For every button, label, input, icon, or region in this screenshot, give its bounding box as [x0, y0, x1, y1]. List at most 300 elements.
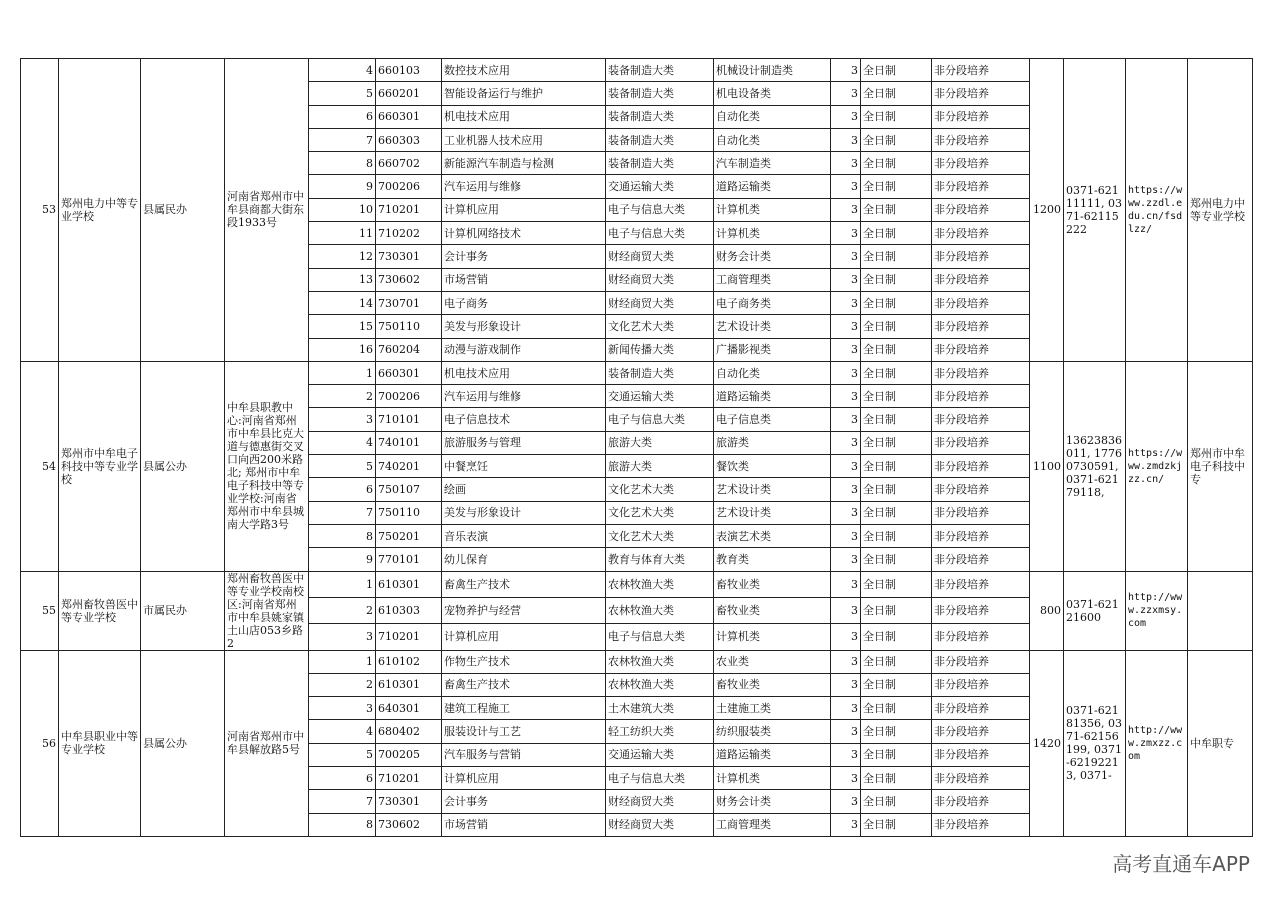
major-name: 计算机应用 [442, 767, 606, 790]
major-seq: 8 [309, 152, 376, 175]
contact-phone: 0371-62111111, 0371-62115222 [1064, 59, 1126, 362]
major-category: 农林牧渔大类 [606, 673, 714, 696]
study-mode: 全日制 [861, 315, 932, 338]
major-code: 740201 [376, 455, 442, 478]
enrollment-plan: 1420 [1030, 650, 1064, 836]
major-years: 3 [831, 291, 861, 314]
major-name: 计算机应用 [442, 624, 606, 650]
major-subcategory: 自动化类 [714, 105, 831, 128]
major-code: 660303 [376, 128, 442, 151]
major-category: 财经商贸大类 [606, 245, 714, 268]
enrollment-plan: 800 [1030, 571, 1064, 650]
study-mode: 全日制 [861, 175, 932, 198]
major-subcategory: 计算机类 [714, 198, 831, 221]
school-type: 县属公办 [141, 361, 225, 571]
table-row [21, 361, 1253, 384]
major-code: 610303 [376, 597, 442, 623]
major-seq: 2 [309, 597, 376, 623]
major-code: 660301 [376, 361, 442, 384]
training-track: 非分段培养 [932, 743, 1030, 766]
school-website: http://www.zzxmsy.com [1126, 571, 1188, 650]
major-seq: 13 [309, 268, 376, 291]
major-seq: 1 [309, 571, 376, 597]
major-years: 3 [831, 650, 861, 673]
major-name: 电子商务 [442, 291, 606, 314]
study-mode: 全日制 [861, 571, 932, 597]
major-subcategory: 道路运输类 [714, 743, 831, 766]
major-seq: 15 [309, 315, 376, 338]
major-years: 3 [831, 59, 861, 82]
major-years: 3 [831, 813, 861, 836]
major-subcategory: 餐饮类 [714, 455, 831, 478]
major-years: 3 [831, 338, 861, 361]
training-track: 非分段培养 [932, 673, 1030, 696]
major-code: 610102 [376, 650, 442, 673]
major-code: 700206 [376, 385, 442, 408]
study-mode: 全日制 [861, 813, 932, 836]
major-category: 农林牧渔大类 [606, 650, 714, 673]
major-seq: 14 [309, 291, 376, 314]
major-name: 服装设计与工艺 [442, 720, 606, 743]
major-years: 3 [831, 408, 861, 431]
school-address: 河南省郑州市中牟县解放路5号 [225, 650, 309, 836]
major-code: 710101 [376, 408, 442, 431]
major-seq: 1 [309, 650, 376, 673]
study-mode: 全日制 [861, 524, 932, 547]
major-category: 交通运输大类 [606, 385, 714, 408]
major-subcategory: 农业类 [714, 650, 831, 673]
major-seq: 5 [309, 455, 376, 478]
study-mode: 全日制 [861, 268, 932, 291]
major-name: 计算机网络技术 [442, 222, 606, 245]
school-type: 县属公办 [141, 650, 225, 836]
study-mode: 全日制 [861, 338, 932, 361]
major-code: 770101 [376, 548, 442, 571]
major-seq: 8 [309, 813, 376, 836]
major-years: 3 [831, 548, 861, 571]
major-subcategory: 汽车制造类 [714, 152, 831, 175]
major-years: 3 [831, 571, 861, 597]
school-number: 56 [21, 650, 59, 836]
school-number: 53 [21, 59, 59, 362]
major-years: 3 [831, 767, 861, 790]
training-track: 非分段培养 [932, 720, 1030, 743]
major-category: 装备制造大类 [606, 82, 714, 105]
major-code: 710202 [376, 222, 442, 245]
major-category: 新闻传播大类 [606, 338, 714, 361]
study-mode: 全日制 [861, 128, 932, 151]
major-category: 交通运输大类 [606, 743, 714, 766]
major-name: 建筑工程施工 [442, 697, 606, 720]
major-code: 710201 [376, 624, 442, 650]
major-seq: 16 [309, 338, 376, 361]
major-name: 畜禽生产技术 [442, 673, 606, 696]
major-name: 美发与形象设计 [442, 315, 606, 338]
major-name: 电子信息技术 [442, 408, 606, 431]
table-row [21, 59, 1253, 82]
major-years: 3 [831, 385, 861, 408]
major-years: 3 [831, 790, 861, 813]
major-name: 美发与形象设计 [442, 501, 606, 524]
study-mode: 全日制 [861, 548, 932, 571]
major-seq: 4 [309, 59, 376, 82]
training-track: 非分段培养 [932, 268, 1030, 291]
major-code: 730701 [376, 291, 442, 314]
contact-phone: 13623836011, 17760730591, 0371-62179118, [1064, 361, 1126, 571]
major-subcategory: 自动化类 [714, 128, 831, 151]
training-track: 非分段培养 [932, 597, 1030, 623]
training-track: 非分段培养 [932, 455, 1030, 478]
major-category: 土木建筑大类 [606, 697, 714, 720]
major-subcategory: 机电设备类 [714, 82, 831, 105]
school-type: 县属民办 [141, 59, 225, 362]
major-name: 中餐烹饪 [442, 455, 606, 478]
major-code: 750110 [376, 501, 442, 524]
major-seq: 2 [309, 673, 376, 696]
major-seq: 5 [309, 82, 376, 105]
major-name: 会计事务 [442, 245, 606, 268]
major-code: 700206 [376, 175, 442, 198]
major-name: 作物生产技术 [442, 650, 606, 673]
major-code: 710201 [376, 767, 442, 790]
major-years: 3 [831, 697, 861, 720]
major-subcategory: 旅游类 [714, 431, 831, 454]
study-mode: 全日制 [861, 59, 932, 82]
training-track: 非分段培养 [932, 790, 1030, 813]
major-subcategory: 教育类 [714, 548, 831, 571]
major-years: 3 [831, 597, 861, 623]
school-address: 中牟县职教中心:河南省郑州市中牟县比克大道与德惠街交叉口向西200米路北; 郑州市中牟电子科技中等专业学校:河南省郑州市中牟县城南大学路3号 [225, 361, 309, 571]
school-number: 54 [21, 361, 59, 571]
major-code: 610301 [376, 673, 442, 696]
major-years: 3 [831, 720, 861, 743]
study-mode: 全日制 [861, 790, 932, 813]
major-subcategory: 道路运输类 [714, 175, 831, 198]
major-subcategory: 广播影视类 [714, 338, 831, 361]
training-track: 非分段培养 [932, 175, 1030, 198]
major-years: 3 [831, 175, 861, 198]
watermark-text: 高考直通车APP [1112, 852, 1250, 876]
study-mode: 全日制 [861, 720, 932, 743]
major-name: 汽车运用与维修 [442, 385, 606, 408]
major-subcategory: 计算机类 [714, 222, 831, 245]
school-name: 郑州市中牟电子科技中等专业学校 [59, 361, 141, 571]
training-track: 非分段培养 [932, 501, 1030, 524]
major-subcategory: 财务会计类 [714, 790, 831, 813]
major-code: 750107 [376, 478, 442, 501]
major-subcategory: 艺术设计类 [714, 501, 831, 524]
study-mode: 全日制 [861, 82, 932, 105]
major-years: 3 [831, 105, 861, 128]
major-code: 610301 [376, 571, 442, 597]
major-code: 730301 [376, 245, 442, 268]
major-category: 轻工纺织大类 [606, 720, 714, 743]
major-category: 电子与信息大类 [606, 624, 714, 650]
major-years: 3 [831, 455, 861, 478]
major-seq: 3 [309, 408, 376, 431]
major-years: 3 [831, 524, 861, 547]
enrollment-plan: 1200 [1030, 59, 1064, 362]
major-subcategory: 土建施工类 [714, 697, 831, 720]
major-category: 电子与信息大类 [606, 222, 714, 245]
major-name: 幼儿保育 [442, 548, 606, 571]
major-name: 数控技术应用 [442, 59, 606, 82]
major-category: 财经商贸大类 [606, 790, 714, 813]
table-row [21, 650, 1253, 673]
school-type: 市属民办 [141, 571, 225, 650]
study-mode: 全日制 [861, 478, 932, 501]
major-seq: 11 [309, 222, 376, 245]
major-category: 交通运输大类 [606, 175, 714, 198]
major-code: 730602 [376, 813, 442, 836]
major-name: 市场营销 [442, 813, 606, 836]
major-code: 660103 [376, 59, 442, 82]
major-subcategory: 畜牧业类 [714, 673, 831, 696]
school-address: 河南省郑州市中牟县商都大街东段1933号 [225, 59, 309, 362]
training-track: 非分段培养 [932, 385, 1030, 408]
major-years: 3 [831, 245, 861, 268]
major-seq: 9 [309, 548, 376, 571]
major-name: 新能源汽车制造与检测 [442, 152, 606, 175]
major-years: 3 [831, 152, 861, 175]
training-track: 非分段培养 [932, 767, 1030, 790]
major-subcategory: 机械设计制造类 [714, 59, 831, 82]
training-track: 非分段培养 [932, 82, 1030, 105]
major-seq: 12 [309, 245, 376, 268]
major-subcategory: 艺术设计类 [714, 315, 831, 338]
major-seq: 4 [309, 720, 376, 743]
table-row [21, 571, 1253, 597]
major-years: 3 [831, 315, 861, 338]
major-years: 3 [831, 198, 861, 221]
training-track: 非分段培养 [932, 128, 1030, 151]
major-seq: 7 [309, 501, 376, 524]
major-name: 会计事务 [442, 790, 606, 813]
study-mode: 全日制 [861, 361, 932, 384]
major-seq: 3 [309, 624, 376, 650]
major-years: 3 [831, 82, 861, 105]
major-name: 汽车运用与维修 [442, 175, 606, 198]
major-subcategory: 电子商务类 [714, 291, 831, 314]
major-category: 文化艺术大类 [606, 524, 714, 547]
major-name: 音乐表演 [442, 524, 606, 547]
training-track: 非分段培养 [932, 222, 1030, 245]
major-subcategory: 纺织服装类 [714, 720, 831, 743]
major-code: 660301 [376, 105, 442, 128]
major-code: 730301 [376, 790, 442, 813]
major-name: 机电技术应用 [442, 105, 606, 128]
school-website: https://www.zmdzkjzz.cn/ [1126, 361, 1188, 571]
training-track: 非分段培养 [932, 431, 1030, 454]
training-track: 非分段培养 [932, 152, 1030, 175]
training-track: 非分段培养 [932, 245, 1030, 268]
major-years: 3 [831, 268, 861, 291]
major-category: 文化艺术大类 [606, 501, 714, 524]
major-category: 农林牧渔大类 [606, 597, 714, 623]
major-category: 电子与信息大类 [606, 198, 714, 221]
major-name: 绘画 [442, 478, 606, 501]
major-subcategory: 艺术设计类 [714, 478, 831, 501]
major-seq: 2 [309, 385, 376, 408]
major-category: 财经商贸大类 [606, 291, 714, 314]
major-years: 3 [831, 361, 861, 384]
training-track: 非分段培养 [932, 408, 1030, 431]
major-category: 装备制造大类 [606, 361, 714, 384]
major-category: 农林牧渔大类 [606, 571, 714, 597]
school-majors-table [20, 58, 1253, 837]
training-track: 非分段培养 [932, 315, 1030, 338]
training-track: 非分段培养 [932, 548, 1030, 571]
major-name: 市场营销 [442, 268, 606, 291]
major-code: 640301 [376, 697, 442, 720]
major-subcategory: 自动化类 [714, 361, 831, 384]
school-address: 郑州畜牧兽医中等专业学校南校区:河南省郑州市中牟县姚家镇土山店053乡路2 [225, 571, 309, 650]
study-mode: 全日制 [861, 597, 932, 623]
school-short-name: 郑州电力中等专业学校 [1188, 59, 1253, 362]
major-seq: 4 [309, 431, 376, 454]
major-seq: 7 [309, 790, 376, 813]
major-years: 3 [831, 673, 861, 696]
major-name: 汽车服务与营销 [442, 743, 606, 766]
study-mode: 全日制 [861, 767, 932, 790]
training-track: 非分段培养 [932, 571, 1030, 597]
school-short-name: 郑州市中牟电子科技中专 [1188, 361, 1253, 571]
major-name: 旅游服务与管理 [442, 431, 606, 454]
study-mode: 全日制 [861, 624, 932, 650]
major-years: 3 [831, 222, 861, 245]
major-category: 文化艺术大类 [606, 478, 714, 501]
major-subcategory: 工商管理类 [714, 268, 831, 291]
major-subcategory: 工商管理类 [714, 813, 831, 836]
training-track: 非分段培养 [932, 105, 1030, 128]
major-years: 3 [831, 431, 861, 454]
major-subcategory: 电子信息类 [714, 408, 831, 431]
major-years: 3 [831, 624, 861, 650]
major-years: 3 [831, 501, 861, 524]
major-years: 3 [831, 478, 861, 501]
study-mode: 全日制 [861, 697, 932, 720]
major-name: 畜禽生产技术 [442, 571, 606, 597]
major-subcategory: 财务会计类 [714, 245, 831, 268]
school-name: 中牟县职业中等专业学校 [59, 650, 141, 836]
major-category: 旅游大类 [606, 431, 714, 454]
school-name: 郑州畜牧兽医中等专业学校 [59, 571, 141, 650]
major-years: 3 [831, 128, 861, 151]
major-category: 装备制造大类 [606, 59, 714, 82]
major-name: 智能设备运行与维护 [442, 82, 606, 105]
study-mode: 全日制 [861, 152, 932, 175]
major-category: 电子与信息大类 [606, 767, 714, 790]
major-category: 文化艺术大类 [606, 315, 714, 338]
major-code: 730602 [376, 268, 442, 291]
major-category: 装备制造大类 [606, 128, 714, 151]
major-subcategory: 畜牧业类 [714, 597, 831, 623]
major-category: 装备制造大类 [606, 152, 714, 175]
major-seq: 9 [309, 175, 376, 198]
training-track: 非分段培养 [932, 813, 1030, 836]
school-number: 55 [21, 571, 59, 650]
training-track: 非分段培养 [932, 650, 1030, 673]
major-code: 750110 [376, 315, 442, 338]
major-subcategory: 计算机类 [714, 624, 831, 650]
training-track: 非分段培养 [932, 524, 1030, 547]
study-mode: 全日制 [861, 743, 932, 766]
major-name: 动漫与游戏制作 [442, 338, 606, 361]
major-seq: 6 [309, 767, 376, 790]
school-short-name: 中牟职专 [1188, 650, 1253, 836]
major-subcategory: 计算机类 [714, 767, 831, 790]
major-subcategory: 表演艺术类 [714, 524, 831, 547]
major-name: 计算机应用 [442, 198, 606, 221]
study-mode: 全日制 [861, 245, 932, 268]
major-code: 660702 [376, 152, 442, 175]
training-track: 非分段培养 [932, 59, 1030, 82]
major-code: 760204 [376, 338, 442, 361]
major-code: 680402 [376, 720, 442, 743]
major-category: 财经商贸大类 [606, 813, 714, 836]
training-track: 非分段培养 [932, 478, 1030, 501]
major-category: 旅游大类 [606, 455, 714, 478]
contact-phone: 0371-62121600 [1064, 571, 1126, 650]
study-mode: 全日制 [861, 222, 932, 245]
major-code: 740101 [376, 431, 442, 454]
study-mode: 全日制 [861, 198, 932, 221]
training-track: 非分段培养 [932, 624, 1030, 650]
major-subcategory: 畜牧业类 [714, 571, 831, 597]
school-website: https://www.zzdl.edu.cn/fsdlzz/ [1126, 59, 1188, 362]
study-mode: 全日制 [861, 408, 932, 431]
major-seq: 8 [309, 524, 376, 547]
major-category: 电子与信息大类 [606, 408, 714, 431]
major-seq: 6 [309, 478, 376, 501]
major-category: 装备制造大类 [606, 105, 714, 128]
study-mode: 全日制 [861, 431, 932, 454]
major-code: 710201 [376, 198, 442, 221]
contact-phone: 0371-62181356, 0371-62156199, 0371-62192213, 0371- [1064, 650, 1126, 836]
training-track: 非分段培养 [932, 697, 1030, 720]
study-mode: 全日制 [861, 385, 932, 408]
major-name: 宠物养护与经营 [442, 597, 606, 623]
major-code: 700205 [376, 743, 442, 766]
major-seq: 7 [309, 128, 376, 151]
training-track: 非分段培养 [932, 291, 1030, 314]
school-short-name [1188, 571, 1253, 650]
major-subcategory: 道路运输类 [714, 385, 831, 408]
study-mode: 全日制 [861, 650, 932, 673]
enrollment-plan: 1100 [1030, 361, 1064, 571]
major-category: 教育与体育大类 [606, 548, 714, 571]
training-track: 非分段培养 [932, 361, 1030, 384]
school-name: 郑州电力中等专业学校 [59, 59, 141, 362]
major-name: 工业机器人技术应用 [442, 128, 606, 151]
major-seq: 5 [309, 743, 376, 766]
major-code: 660201 [376, 82, 442, 105]
major-name: 机电技术应用 [442, 361, 606, 384]
study-mode: 全日制 [861, 501, 932, 524]
study-mode: 全日制 [861, 291, 932, 314]
study-mode: 全日制 [861, 455, 932, 478]
study-mode: 全日制 [861, 673, 932, 696]
training-track: 非分段培养 [932, 338, 1030, 361]
major-seq: 6 [309, 105, 376, 128]
major-years: 3 [831, 743, 861, 766]
major-category: 财经商贸大类 [606, 268, 714, 291]
training-track: 非分段培养 [932, 198, 1030, 221]
study-mode: 全日制 [861, 105, 932, 128]
school-website: http://www.zmxzz.com [1126, 650, 1188, 836]
major-seq: 10 [309, 198, 376, 221]
major-code: 750201 [376, 524, 442, 547]
